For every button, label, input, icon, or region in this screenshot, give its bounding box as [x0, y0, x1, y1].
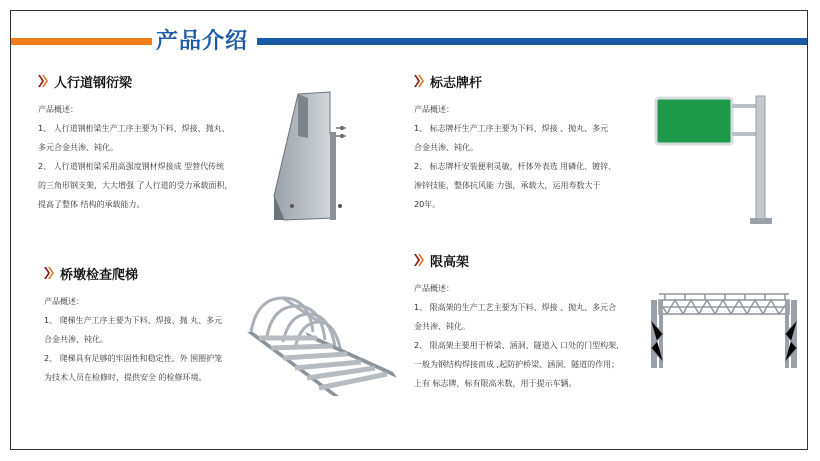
- height-limit-frame-image: [645, 290, 800, 370]
- section-walkway-truss: [38, 72, 263, 214]
- body-line: 1、 限高架的生产工艺主要为下料、焊接 、抛丸、多元合: [414, 303, 617, 312]
- section-heading: [414, 72, 644, 90]
- chevron-icon: [44, 267, 54, 279]
- body-line: 2、 人行道钢桁梁采用高强度钢材焊接成 型替代传统: [38, 162, 225, 171]
- page-title: 产品介绍: [156, 29, 249, 54]
- section-sign-pole: [414, 72, 644, 214]
- body-line: 一般为钢结构焊接而成 ,起防护桥梁、涵洞、隧道的作用；: [414, 360, 620, 369]
- section-body: [414, 100, 644, 214]
- chevron-icon: [414, 254, 424, 266]
- body-line: 1、 爬梯生产工序主要为下料、焊接、抛 丸、多元: [44, 316, 223, 325]
- overview-label: 产品概述：: [38, 105, 78, 114]
- section-heading-text: 限高架: [430, 254, 470, 270]
- overview-label: 产品概述：: [414, 284, 454, 293]
- body-line: 合金共渗、钝化。: [44, 335, 108, 344]
- sign-pole-image: [650, 90, 775, 230]
- walkway-truss-image: [262, 88, 362, 224]
- body-line: 的三角形钢支架，大大增强 了人行道的受力承载面积，: [38, 181, 233, 190]
- section-body: [414, 279, 649, 393]
- section-body: [38, 100, 263, 214]
- body-line: 上有 标志牌，标有限高米数，用于提示车辆。: [414, 379, 577, 388]
- section-heading: [38, 72, 263, 90]
- section-heading-text: 标志牌杆: [430, 75, 483, 91]
- section-heading: [44, 264, 249, 282]
- body-line: 合金共渗、钝化。: [414, 143, 478, 152]
- section-heading-text: 人行道钢衍梁: [54, 75, 133, 91]
- section-heading: [414, 251, 649, 269]
- overview-label: 产品概述：: [414, 105, 454, 114]
- section-pier-ladder: [44, 264, 249, 387]
- overview-label: 产品概述：: [44, 297, 84, 306]
- section-heading-text: 桥墩检查爬梯: [60, 267, 139, 283]
- body-line: 20年。: [414, 200, 441, 209]
- body-line: 2、 限高架主要用于桥梁、涵洞、隧道入 口处的门型构架,: [414, 341, 619, 350]
- body-line: 为技术人员在检修时，提供安全 的检修环境。: [44, 373, 207, 382]
- body-line: 渗锌技能，整体抗风能 力强，承载大，运用寿数大于: [414, 181, 601, 190]
- body-line: 金共渗、钝化。: [414, 322, 470, 331]
- section-body: [44, 292, 249, 387]
- title-bar-left: [11, 38, 152, 45]
- pier-ladder-image: [243, 292, 398, 412]
- chevron-icon: [38, 75, 48, 87]
- body-line: 1、 标志牌杆生产工序主要为下料、焊接 、抛丸、多元: [414, 124, 609, 133]
- chevron-icon: [414, 75, 424, 87]
- body-line: 多元合金共渗、钝化。: [38, 143, 118, 152]
- body-line: 2、 爬梯具有足够的牢固性和稳定性，外 围圈护笼: [44, 354, 223, 363]
- section-height-limit-frame: [414, 251, 649, 393]
- title-bar-right: [257, 38, 807, 45]
- body-line: 提高了整体 结构的承载能力。: [38, 200, 145, 209]
- body-line: 2、 标志牌杆安装便利灵敏，杆体外表选 用磷化、镀锌、: [414, 162, 617, 171]
- body-line: 1、 人行道钢桁梁生产工序主要为下料、焊接、抛丸、: [38, 124, 230, 133]
